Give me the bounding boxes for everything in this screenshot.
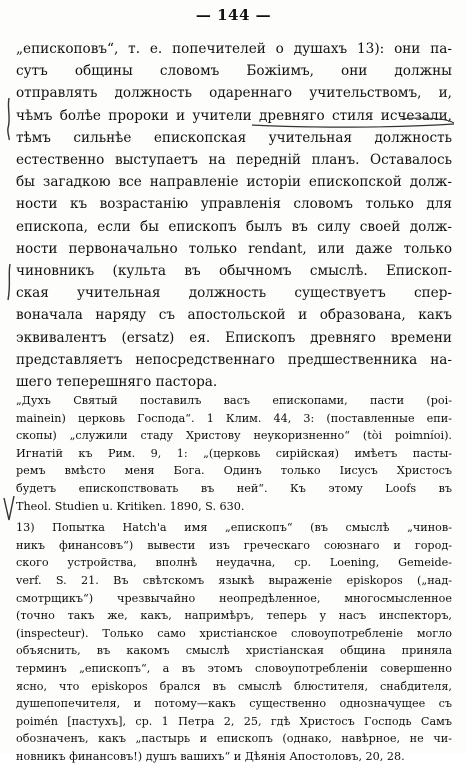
text-line: ности къ возрастанію управленія словомъ только для <box>16 196 452 213</box>
text-line: чиновникъ (культа въ обычномъ смыслѣ. Епископ- <box>16 263 452 280</box>
text-line: эквивалентъ (ersatz) ея. Епископъ древняго времени <box>16 329 452 346</box>
footnote-line: смотрщикъ“) чрезвычайно неопредѣленное, многосмысленное <box>16 591 452 605</box>
text-line: епископа, если бы епископъ былъ въ силу своей долж- <box>16 218 452 235</box>
text-line: представляетъ непосредственнаго предшественника на- <box>16 351 452 368</box>
footnote-line: „Духъ Святый поставилъ васъ епископами, пасти (poi- <box>16 394 452 407</box>
footnote-12 <box>16 392 452 515</box>
footnote-line: обозначенъ, какъ „пастырь и епископъ (однако, навѣрное, не чи- <box>16 732 452 746</box>
footnote-line: скопы) „служили стаду Христову неукоризненно“ (tòi poimníoi). <box>16 429 452 443</box>
text-line: ности первоначально только rendant, или даже только <box>16 240 452 257</box>
footnote-line: ского устройства, вполнѣ неудачна, ср. Loening, Gemeide- <box>16 556 452 570</box>
text-line: бы загадкою все направленіе исторіи епископской долж- <box>16 174 452 191</box>
footnote-line: Игнатій къ Рим. 9, 1: „(церковь сирійская) имѣетъ пасты- <box>16 446 452 460</box>
footnote-line: (точно такъ же, какъ, напримѣръ, теперь у насъ инспекторъ, <box>16 609 452 623</box>
footnote-line: Theol. Studien u. Kritiken. 1890, S. 630. <box>16 499 245 513</box>
footnote-line: ясно, что episkopos брался въ смыслѣ блюстителя, снабдителя, <box>16 679 452 693</box>
text-line: шего теперешняго пастора. <box>16 374 218 391</box>
footnote-line: mainein) церковь Господа“. 1 Клим. 44, 3: (поставленные епи- <box>16 411 452 425</box>
footnote-line: никъ финансовъ“) вывести изъ греческаго союзнаго и город- <box>16 538 452 552</box>
footnote-line: verf. S. 21. Въ свѣтскомъ языкѣ выраженіе episkopos („над- <box>16 573 452 587</box>
footnote-line: (inspecteur). Только само христіанское словоупотребленіе могло <box>16 626 452 640</box>
text-line: естественно выступаетъ на передній планъ. Оставалось <box>16 152 452 169</box>
margin-pencil-mark-icon <box>4 262 14 302</box>
main-paragraph <box>16 38 452 393</box>
text-line: ская учительная должность существуетъ спер- <box>16 285 452 302</box>
text-line: воначала наряду съ апостольской и образована, какъ <box>16 307 452 324</box>
text-line: тѣмъ сильнѣе епископская учительная должность <box>16 129 452 146</box>
footnote-line: новникъ финансовъ!) душъ вашихъ“ и Дѣянія Апостоловъ, 20, 28. <box>16 749 405 763</box>
footnote-line: будетъ епископствовать въ ней“. Къ этому Loofs въ <box>16 481 452 495</box>
margin-pencil-mark-icon <box>4 96 14 142</box>
pencil-underline-icon <box>250 117 456 129</box>
footnote-line: душепопечителя, и потому—какъ существенно однозначущее съ <box>16 697 452 711</box>
footnote-line: терминъ „епископъ“, а въ этомъ словоупотребленіи совершенно <box>16 661 452 675</box>
footnote-line: 13) Попытка Hatch'а имя „епископъ“ (въ смыслѣ „чинов- <box>16 521 452 535</box>
margin-check-mark-icon <box>2 494 16 524</box>
text-line: сутъ общины словомъ Божіимъ, они должны <box>16 63 452 80</box>
page-number: — 144 — <box>195 6 272 24</box>
footnote-line: объяснить, въ какомъ смыслѣ христіанская община приняла <box>16 644 452 658</box>
text-line: „епископовъ“, т. е. попечителей о душахъ 13): они па- <box>16 41 452 57</box>
text-line: чѣмъ болѣе пророки и учители древняго стиля исчезали, <box>16 107 452 124</box>
text-line: отправлять должность одареннаго учительствомъ, и, <box>16 85 452 102</box>
footnotes <box>16 392 452 765</box>
footnote-13 <box>16 519 452 765</box>
footnote-line: poimén [пастухъ], ср. 1 Петра 2, 25, гдѣ Христосъ Господь Самъ <box>16 714 452 728</box>
footnote-line: ремъ вмѣсто меня Бога. Одинъ только Іисусъ Христосъ <box>16 464 452 478</box>
